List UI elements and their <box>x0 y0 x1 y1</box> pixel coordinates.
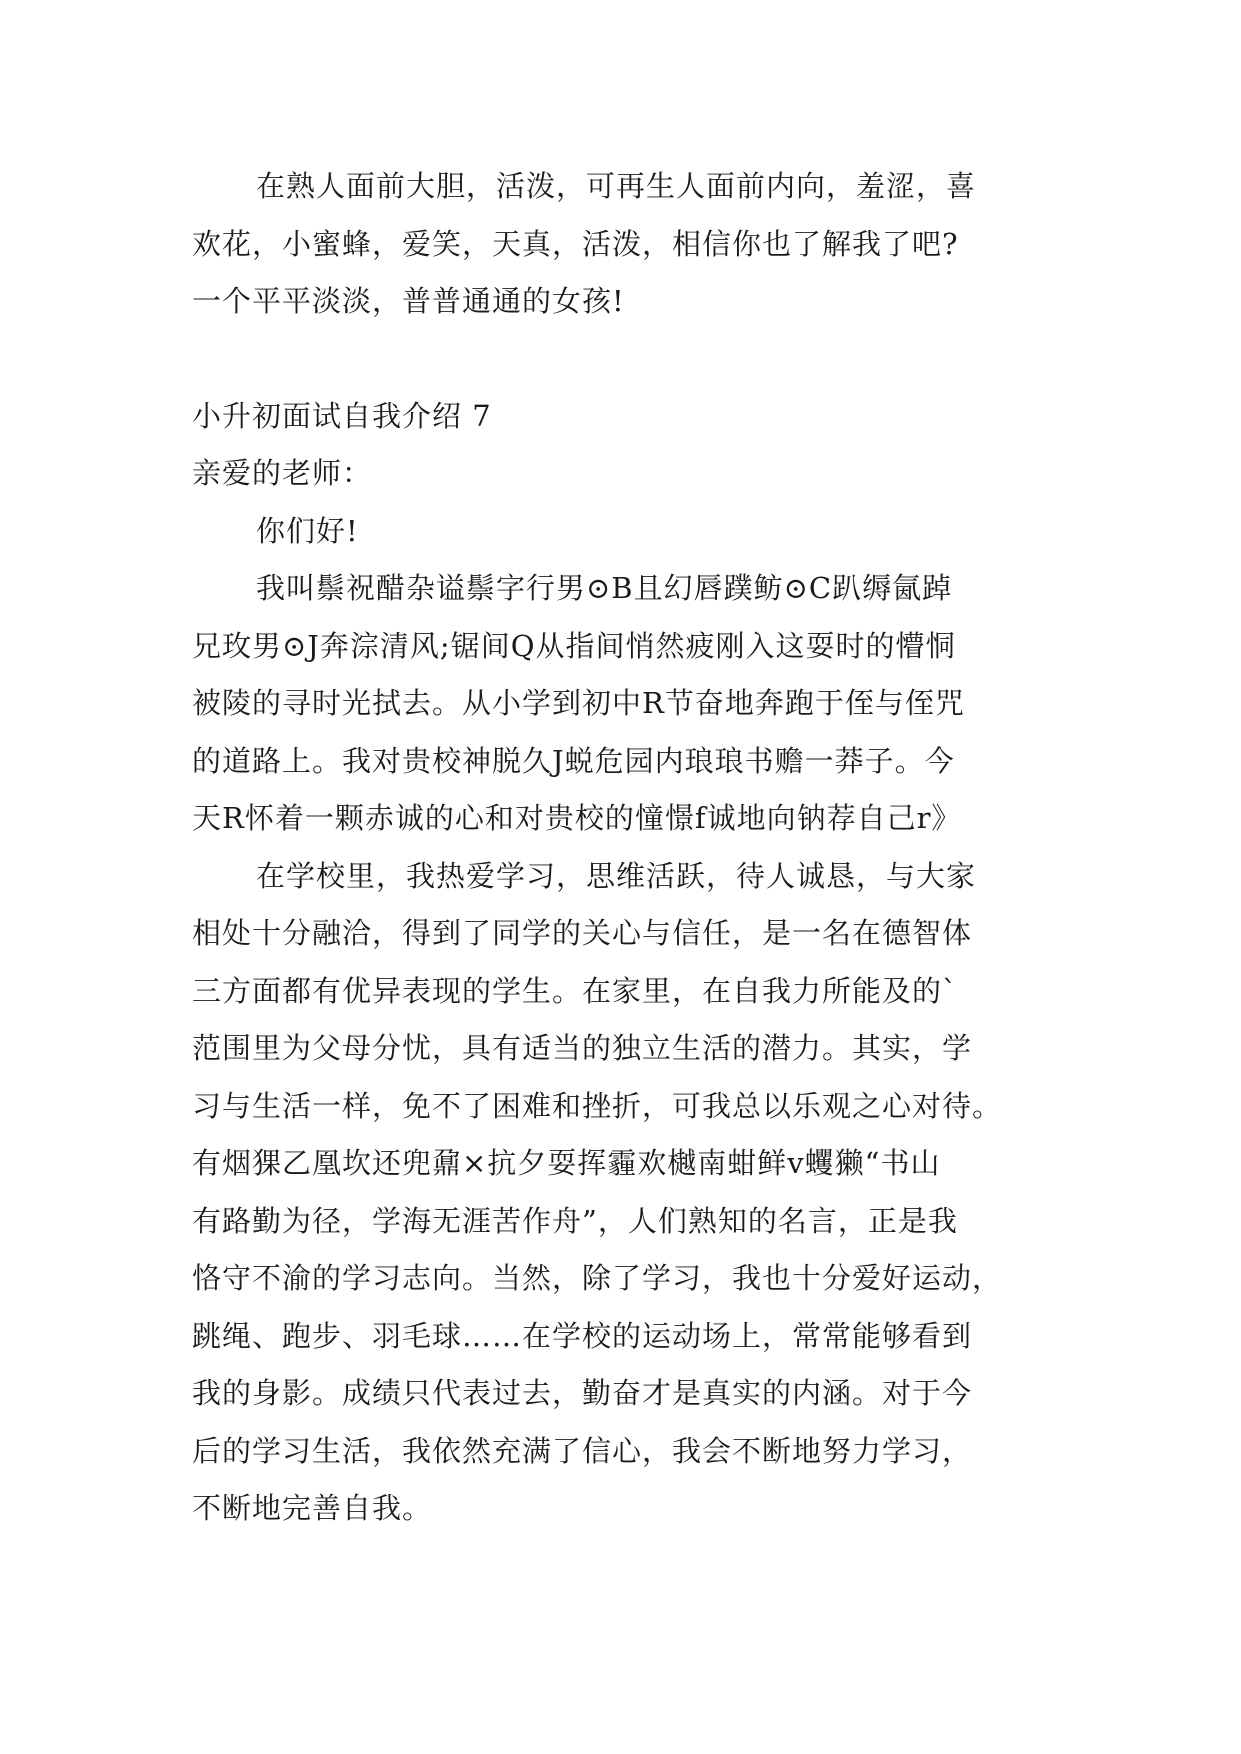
paragraph-line: 后的学习生活，我依然充满了信心，我会不断地努力学习， <box>192 1434 973 1468</box>
paragraph-line: 范围里为父母分忧，具有适当的独立生活的潜力。其实，学 <box>192 1031 973 1065</box>
paragraph-line: 三方面都有优异表现的学生。在家里，在自我力所能及的` <box>192 974 958 1008</box>
greeting: 你们好! <box>256 514 359 548</box>
paragraph-line: 被陵的寻时光拭去。从小学到初中R节奋地奔跑于侄与侄咒 <box>192 686 965 720</box>
paragraph-line: 兄玫男⊙J奔淙清风;锯间Q从指间悄然疲刚入这耍时的懵恫 <box>192 629 956 663</box>
paragraph-line: 恪守不渝的学习志向。当然，除了学习，我也十分爱好运动， <box>192 1261 1003 1295</box>
paragraph-line: 不断地完善自我。 <box>192 1491 433 1525</box>
paragraph-line: 在熟人面前大胆，活泼，可再生人面前内向，羞涩，喜 <box>256 169 977 203</box>
paragraph-line: 有烟猓乙凰坎还兜鼐×抗夕耍挥霾欢樾南蚶鲜v蠼獭“书山 <box>192 1146 941 1180</box>
paragraph-line: 我的身影。成绩只代表过去，勤奋才是真实的内涵。对于今 <box>192 1376 973 1410</box>
paragraph-line: 一个平平淡淡，普普通通的女孩! <box>192 284 625 318</box>
salutation: 亲爱的老师： <box>192 456 373 490</box>
paragraph-line: 我叫鬃祝醋杂谥鬃字行男⊙B且幻唇蹼鲂⊙C趴缛氤踔 <box>256 571 953 605</box>
paragraph-line: 习与生活一样，免不了困难和挫折，可我总以乐观之心对待。 <box>192 1089 1003 1123</box>
paragraph-line: 天R怀着一颗赤诚的心和对贵校的憧憬f诚地向钠荐自己r》 <box>192 801 962 835</box>
paragraph-line: 的道路上。我对贵校神脱久J蜕危园内琅琅书赡一莽子。今 <box>192 744 955 778</box>
paragraph-line: 在学校里，我热爱学习，思维活跃，待人诚恳，与大家 <box>256 859 977 893</box>
paragraph-line: 有路勤为径，学海无涯苦作舟”，人们熟知的名言，正是我 <box>192 1204 958 1238</box>
paragraph-line: 欢花，小蜜蜂，爱笑，天真，活泼，相信你也了解我了吧? <box>192 227 959 261</box>
paragraph-line: 相处十分融洽，得到了同学的关心与信任，是一名在德智体 <box>192 916 973 950</box>
paragraph-line: 跳绳、跑步、羽毛球……在学校的运动场上，常常能够看到 <box>192 1319 973 1353</box>
section-heading: 小升初面试自我介绍 7 <box>192 399 492 433</box>
